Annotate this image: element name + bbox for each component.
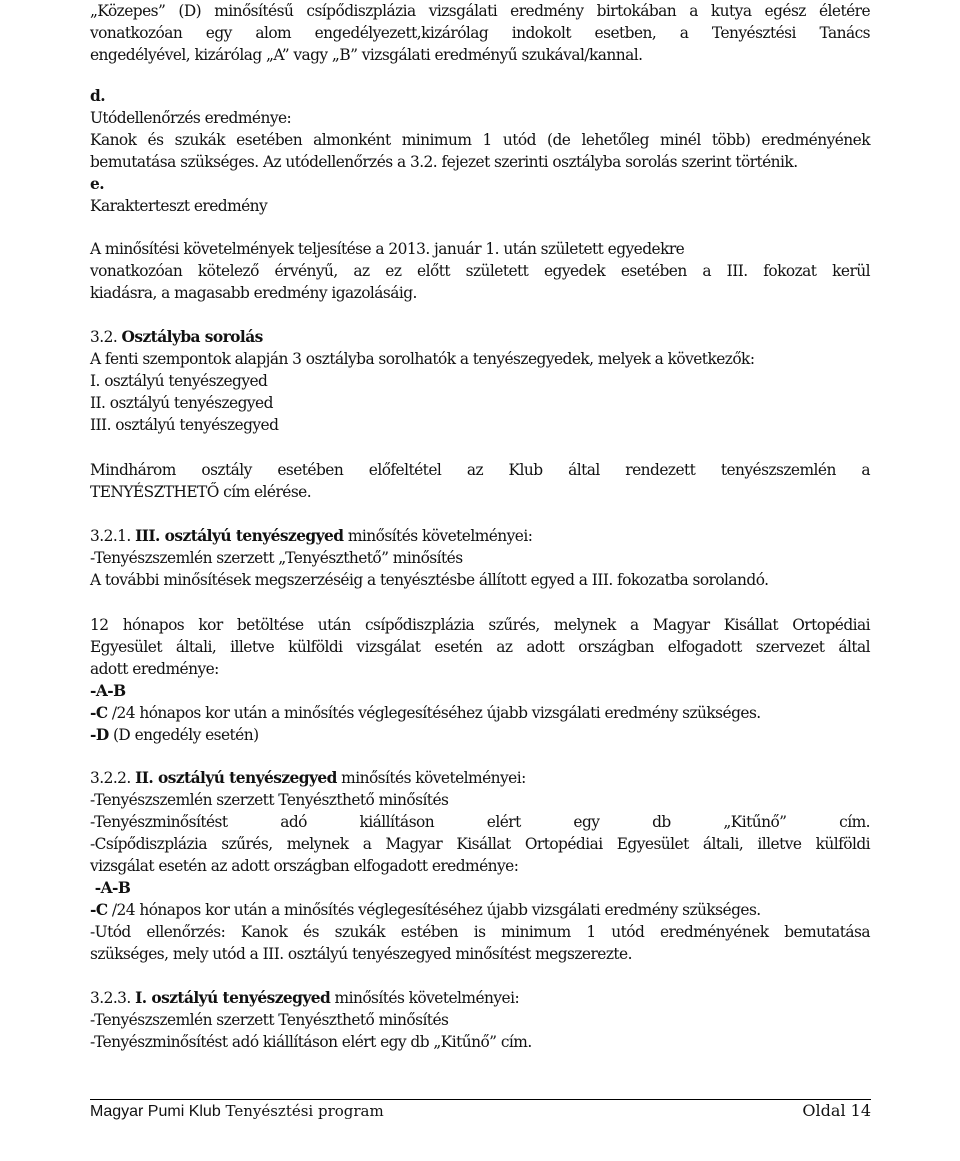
footer-program-name: Tenyésztési program: [220, 1102, 384, 1120]
paragraph-line: -Utód ellenőrzés: Kanok és szukák estében is minimum 1 utód eredményének bemutatása: [90, 923, 870, 941]
section-letter-d: d.: [90, 87, 106, 105]
subsection-heading: Karakterteszt eredmény: [90, 197, 268, 215]
section-heading-3-2-2: [90, 767, 870, 789]
paragraph-line: -Csípődiszplázia szűrés, melynek a Magyar Kisállat Ortopédiai Egyesület általi, illetve külföldi: [90, 835, 870, 853]
grade-note: /24 hónapos kor után a minősítés véglegesítéséhez újabb vizsgálati eredmény szükséges.: [107, 901, 761, 919]
paragraph-line: -Tenyészminősítést adó kiállításon elért egy db „Kitűnő” cím.: [90, 1033, 532, 1051]
paragraph-line: Kanok és szukák esetében almonként minimum 1 utód (de lehetőleg minél több) eredményének: [90, 131, 870, 149]
paragraph-line: -Tenyészszemlén szerzett Tenyészthető minősítés: [90, 1011, 449, 1029]
paragraph-line: A minősítési követelmények teljesítése a 2013. január 1. után született egyedekre: [90, 240, 685, 258]
section-number: 3.2.2.: [90, 769, 136, 787]
paragraph-line: vonatkozóan egy alom engedélyezett,kizárólag indokolt esetben, a Tenyésztési Tanács: [90, 24, 870, 42]
list-item: II. osztályú tenyészegyed: [90, 394, 273, 412]
page-number: Oldal 14: [802, 1101, 871, 1120]
page-footer: [90, 1099, 871, 1122]
grade-code: -C: [90, 704, 108, 722]
grade-code: -C: [90, 901, 108, 919]
list-item: I. osztályú tenyészegyed: [90, 372, 268, 390]
section-title: III. osztályú tenyészegyed: [135, 527, 344, 545]
list-item: III. osztályú tenyészegyed: [90, 416, 279, 434]
section-heading-3-2: [90, 326, 870, 348]
paragraph-line: TENYÉSZTHETŐ cím elérése.: [90, 483, 312, 501]
paragraph-line: vizsgálat esetén az adott országban elfogadott eredménye:: [90, 857, 519, 875]
section-title: Osztályba sorolás: [121, 328, 263, 346]
footer-title: [90, 1101, 384, 1122]
grade-line: -A-B: [90, 682, 126, 700]
footer-club-name: Magyar Pumi Klub: [90, 1103, 221, 1120]
grade-line: [90, 702, 870, 724]
grade-line: -A-B: [90, 879, 131, 897]
paragraph-line: bemutatása szükséges. Az utódellenőrzés a 3.2. fejezet szerinti osztályba sorolás szerint történik.: [90, 153, 798, 171]
paragraph-line: vonatkozóan kötelező érvényű, az ez előtt született egyedek esetében a III. fokozat kerül: [90, 262, 870, 280]
paragraph-line: „Közepes” (D) minősítésű csípődiszplázia vizsgálati eredmény birtokában a kutya egész életére: [90, 2, 870, 20]
paragraph-line: A további minősítések megszerzéséig a tenyésztésbe állított egyed a III. fokozatba sorolandó.: [90, 571, 769, 589]
paragraph-line: adott eredménye:: [90, 660, 219, 678]
section-heading-3-2-1: [90, 525, 870, 547]
paragraph-line: -Tenyészszemlén szerzett Tenyészthető minősítés: [90, 791, 449, 809]
paragraph-line: -Tenyészszemlén szerzett „Tenyészthető” minősítés: [90, 549, 463, 567]
grade-line: [90, 724, 870, 746]
section-number: 3.2.1.: [90, 527, 136, 545]
section-title: II. osztályú tenyészegyed: [135, 769, 337, 787]
paragraph-line: Mindhárom osztály esetében előfeltétel az Klub által rendezett tenyészszemlén a: [90, 461, 870, 479]
paragraph-line: A fenti szempontok alapján 3 osztályba sorolhatók a tenyészegyedek, melyek a következők:: [90, 350, 755, 368]
paragraph-line: 12 hónapos kor betöltése után csípődiszplázia szűrés, melynek a Magyar Kisállat Ortopédiai: [90, 616, 870, 634]
paragraph-line: engedélyével, kizárólag „A” vagy „B” vizsgálati eredményű szukával/kannal.: [90, 46, 643, 64]
paragraph-line: kiadásra, a magasabb eredmény igazolásáig.: [90, 284, 417, 302]
section-suffix: minősítés követelményei:: [343, 527, 533, 545]
section-number: 3.2.3.: [90, 989, 136, 1007]
section-number: 3.2.: [90, 328, 122, 346]
section-letter-e: e.: [90, 175, 105, 193]
section-title: I. osztályú tenyészegyed: [135, 989, 331, 1007]
section-suffix: minősítés követelményei:: [336, 769, 526, 787]
section-suffix: minősítés követelményei:: [330, 989, 520, 1007]
paragraph-line: -Tenyészminősítést adó kiállításon elért egy db „Kitűnő” cím.: [90, 813, 870, 831]
grade-note: /24 hónapos kor után a minősítés véglegesítéséhez újabb vizsgálati eredmény szükséges.: [107, 704, 761, 722]
grade-code: -D: [90, 726, 109, 744]
grade-note: (D engedély esetén): [108, 726, 259, 744]
section-heading-3-2-3: [90, 987, 870, 1009]
paragraph-line: szükséges, mely utód a III. osztályú tenyészegyed minősítést megszerezte.: [90, 945, 632, 963]
grade-line: [90, 899, 870, 921]
paragraph-line: Egyesület általi, illetve külföldi vizsgálat esetén az adott országban elfogadott szervezet által: [90, 638, 870, 656]
subsection-heading: Utódellenőrzés eredménye:: [90, 109, 292, 127]
